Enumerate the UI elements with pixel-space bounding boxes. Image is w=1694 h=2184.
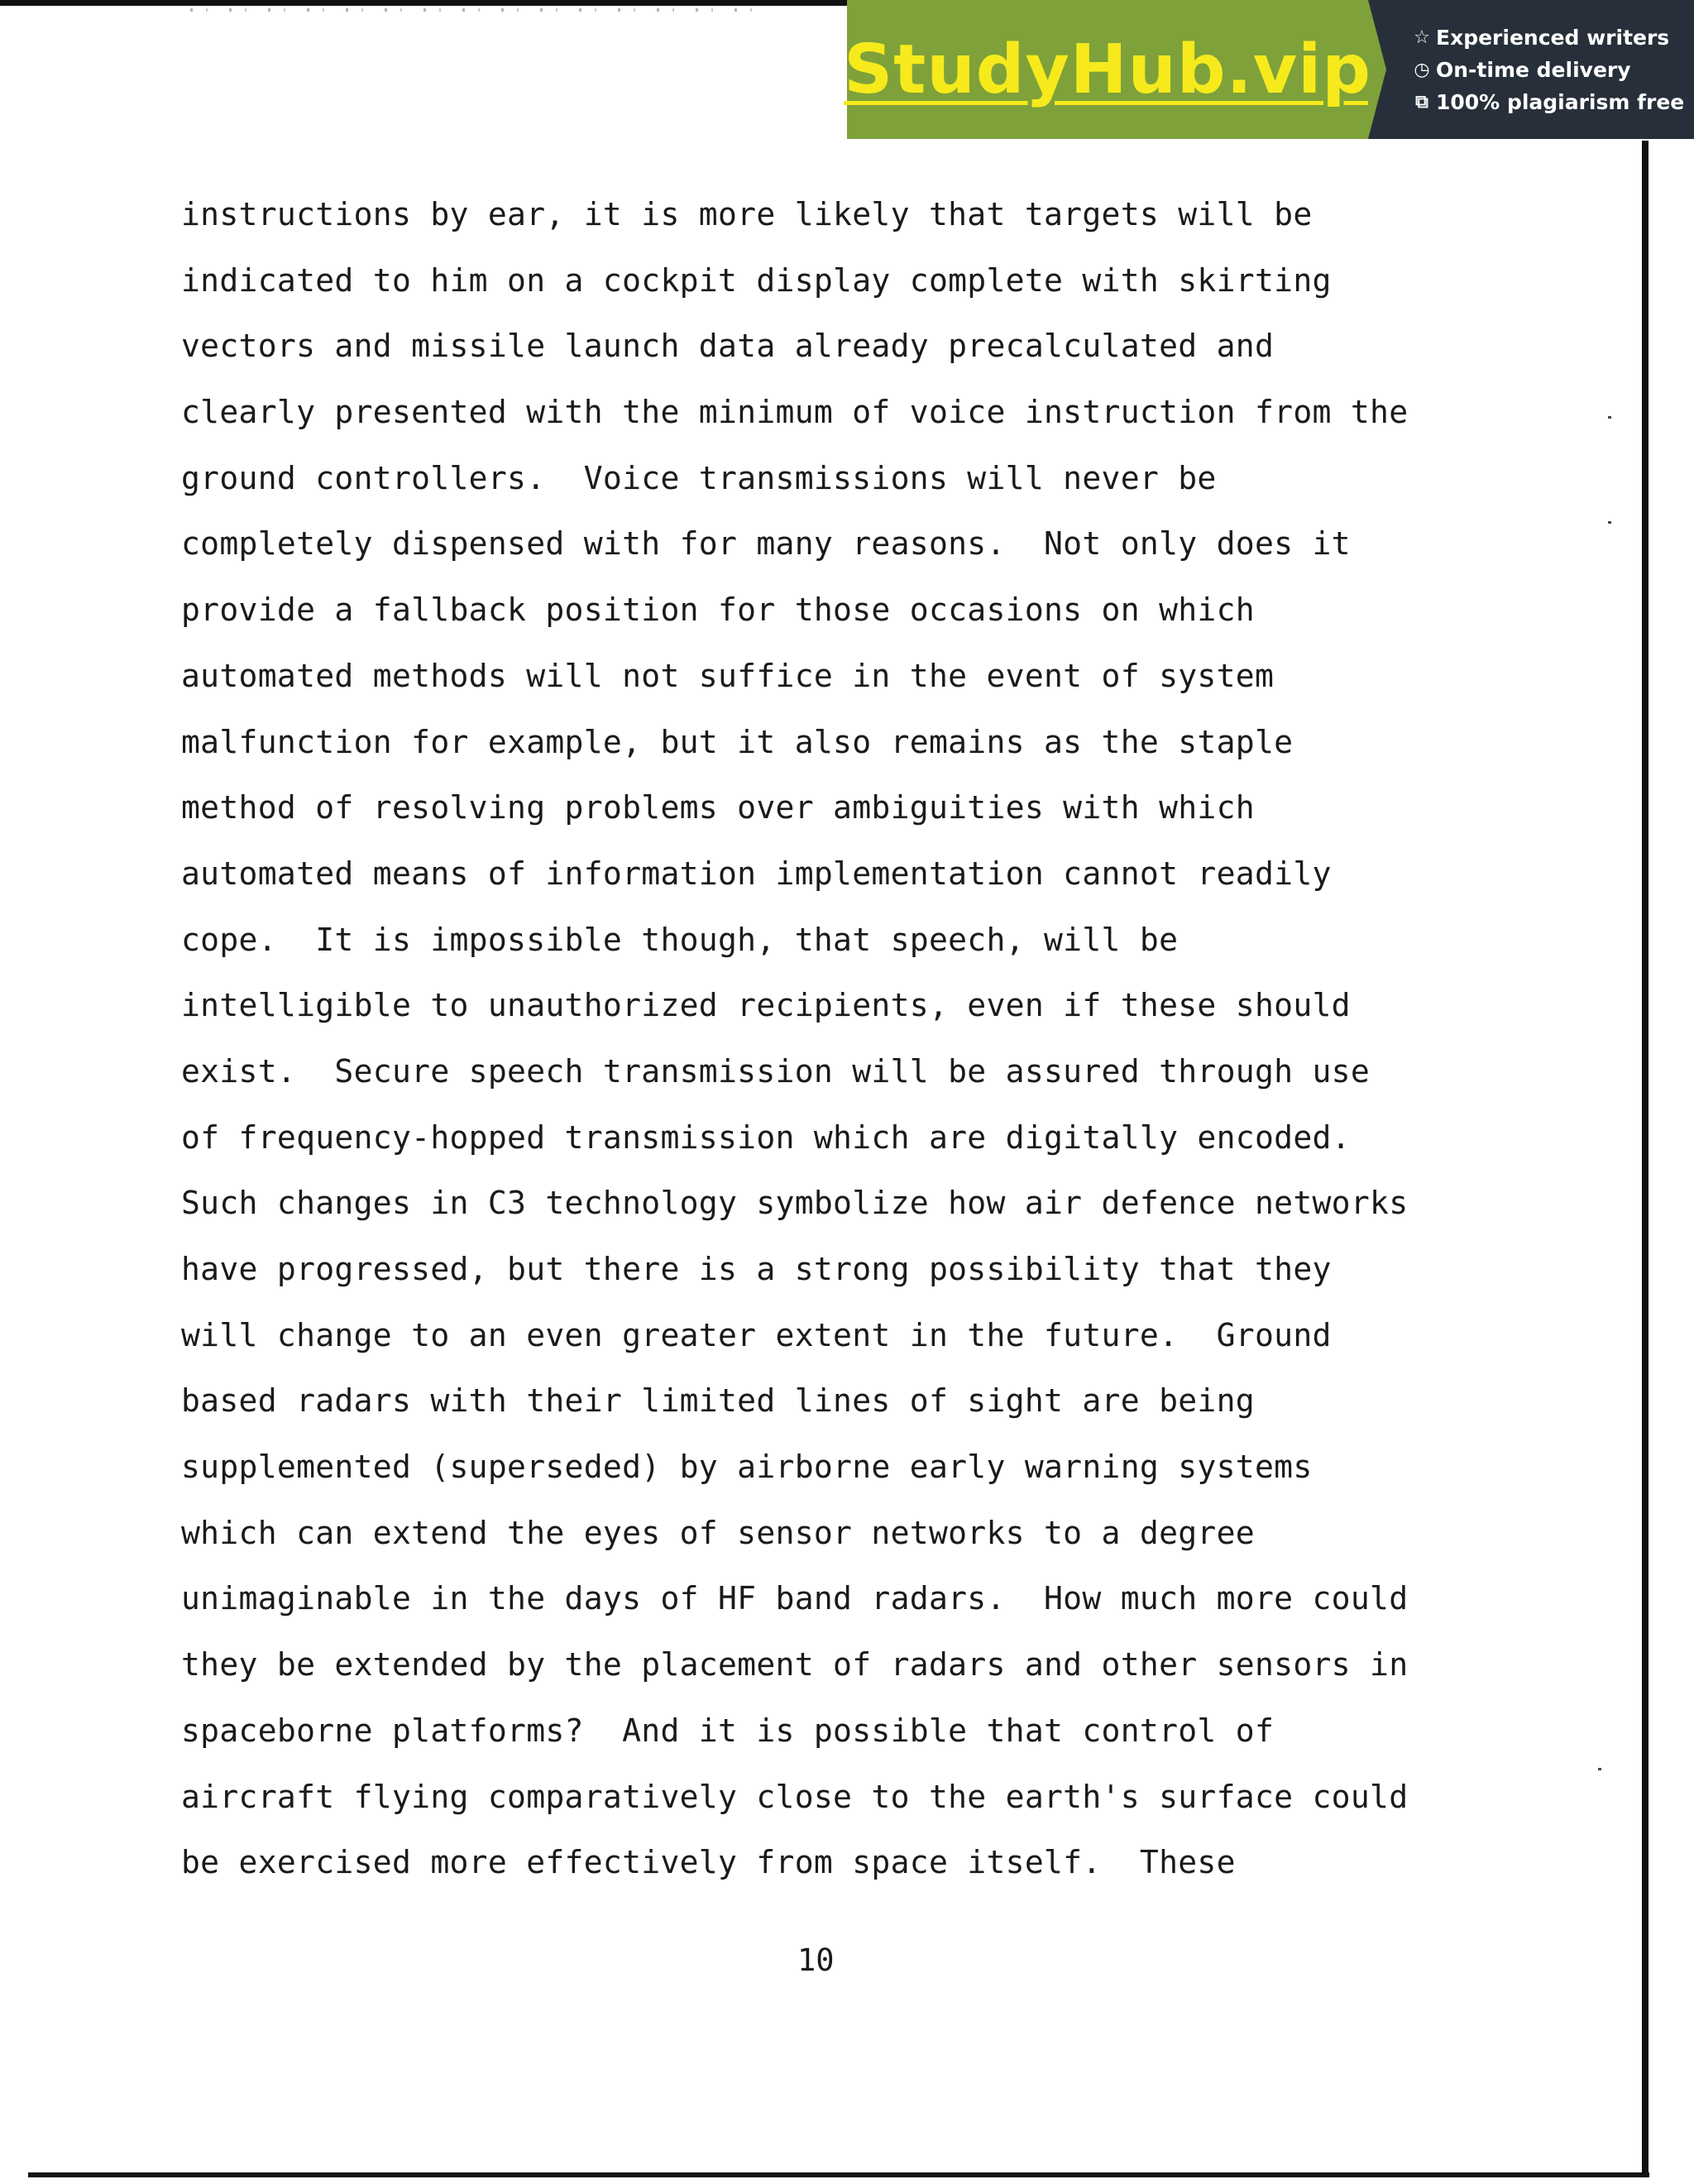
bottom-border-rule — [28, 2172, 1649, 2177]
feature-item — [1411, 58, 1694, 82]
feature-item — [1411, 26, 1694, 50]
feature-label: On-time delivery — [1436, 57, 1631, 82]
feature-label: 100% plagiarism free — [1436, 89, 1685, 114]
text-line: automated methods will not suffice in the event of system — [181, 657, 1275, 694]
copy-document-icon: ⧉ — [1415, 91, 1428, 113]
text-line: method of resolving problems over ambiguities with which — [181, 789, 1255, 826]
text-line: be exercised more effectively from space itself. These — [181, 1844, 1236, 1881]
text-line: indicated to him on a cockpit display complete with skirting — [181, 261, 1332, 299]
star-outline-icon: ☆ — [1414, 26, 1430, 48]
text-line: automated means of information implementation cannot readily — [181, 855, 1332, 892]
scan-speck — [1598, 1768, 1601, 1770]
brand-name[interactable]: StudyHub.vip — [844, 30, 1371, 109]
text-line: which can extend the eyes of sensor networks to a degree — [181, 1514, 1255, 1551]
text-line: of frequency-hopped transmission which are digitally encoded. — [181, 1118, 1351, 1156]
text-line: have progressed, but there is a strong possibility that they — [181, 1251, 1332, 1287]
text-line: vectors and missile launch data already precalculated and — [181, 328, 1275, 365]
text-line: ground controllers. Voice transmissions will never be — [181, 459, 1217, 496]
text-line: cope. It is impossible though, that speech, will be — [181, 921, 1179, 958]
text-line: completely dispensed with for many reasons. Not only does it — [181, 525, 1351, 563]
text-line: they be extended by the placement of radars and other sensors in — [181, 1646, 1409, 1684]
text-line: spaceborne platforms? And it is possible that control of — [181, 1712, 1275, 1749]
document-body — [181, 189, 1471, 1903]
clock-icon: ◷ — [1414, 59, 1430, 80]
scan-noise — [190, 8, 769, 12]
text-line: malfunction for example, but it also remains as the staple — [181, 723, 1294, 760]
text-line: intelligible to unauthorized recipients, even if these should — [181, 987, 1351, 1024]
page-number: 10 — [797, 1942, 835, 1978]
brand-logo[interactable] — [844, 0, 1371, 139]
scan-speck — [1608, 521, 1611, 524]
feature-item — [1411, 90, 1694, 114]
text-line: unimaginable in the days of HF band radars. How much more could — [181, 1580, 1409, 1617]
text-line: provide a fallback position for those occasions on which — [181, 592, 1255, 629]
text-line: clearly presented with the minimum of voice instruction from the — [181, 394, 1409, 431]
text-line: based radars with their limited lines of sight are being — [181, 1382, 1255, 1420]
text-line: will change to an even greater extent in the future. Ground — [181, 1316, 1332, 1353]
feature-label: Experienced writers — [1436, 25, 1670, 50]
top-border-rule — [0, 0, 860, 6]
text-line: aircraft flying comparatively close to the earth's surface could — [181, 1778, 1409, 1815]
text-line: exist. Secure speech transmission will be assured through use — [181, 1052, 1371, 1090]
text-line: supplemented (superseded) by airborne early warning systems — [181, 1449, 1313, 1486]
scan-speck — [1608, 416, 1611, 419]
promo-banner[interactable] — [844, 0, 1694, 139]
text-line: instructions by ear, it is more likely that targets will be — [181, 196, 1313, 232]
feature-list — [1368, 0, 1694, 139]
text-line: Such changes in C3 technology symbolize how air defence networks — [181, 1185, 1409, 1222]
right-border-rule — [1642, 141, 1649, 2176]
